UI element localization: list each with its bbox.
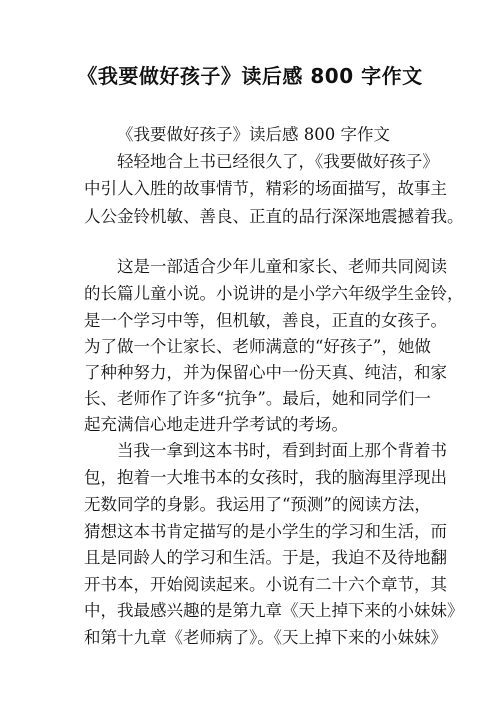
text-line: 了种种努力，并为保留心中一份天真、纯洁，和家 xyxy=(84,363,447,382)
text-line: 长、老师作了许多“抗争”。最后，她和同学们一 xyxy=(84,389,431,408)
document-title: 《我要做好孩子》读后感 800 字作文 xyxy=(77,64,423,88)
text-line: 当我一拿到这本书时，看到封面上那个背着书 xyxy=(117,441,447,460)
text-line: 包，抱着一大堆书本的女孩时，我的脑海里浮现出 xyxy=(84,468,447,487)
text-line: 起充满信心地走进升学考试的考场。 xyxy=(84,415,348,434)
text-line: 这是一部适合少年儿童和家长、老师共同阅读 xyxy=(117,257,447,276)
text-line: 的长篇儿童小说。小说讲的是小学六年级学生金铃， xyxy=(84,284,464,303)
text-line: 是一个学习中等，但机敏，善良，正直的女孩子。 xyxy=(84,311,447,330)
text-line: 《我要做好孩子》读后感 800 字作文 xyxy=(117,125,390,144)
text-line: 为了做一个让家长、老师满意的“好孩子”，她做 xyxy=(84,337,431,356)
text-line: 猜想这本书肯定描写的是小学生的学习和生活，而 xyxy=(84,522,447,541)
text-line: 开书本，开始阅读起来。小说有二十六个章节，其 xyxy=(84,575,447,594)
text-line: 且是同龄人的学习和生活。于是，我迫不及待地翻 xyxy=(84,548,447,567)
text-line: 无数同学的身影。我运用了“预测”的阅读方法， xyxy=(84,495,431,514)
text-line: 轻轻地合上书已经很久了，《我要做好孩子》 xyxy=(117,152,439,171)
text-line: 人公金铃机敏、善良、正直的品行深深地震撼着我。 xyxy=(84,207,464,226)
text-line: 和第十九章《老师病了》。《天上掉下来的小妹妹》 xyxy=(84,628,447,647)
text-line: 中，我最感兴趣的是第九章《天上掉下来的小妹妹》 xyxy=(84,601,464,620)
text-line: 中引人入胜的故事情节，精彩的场面描写，故事主 xyxy=(84,179,447,198)
